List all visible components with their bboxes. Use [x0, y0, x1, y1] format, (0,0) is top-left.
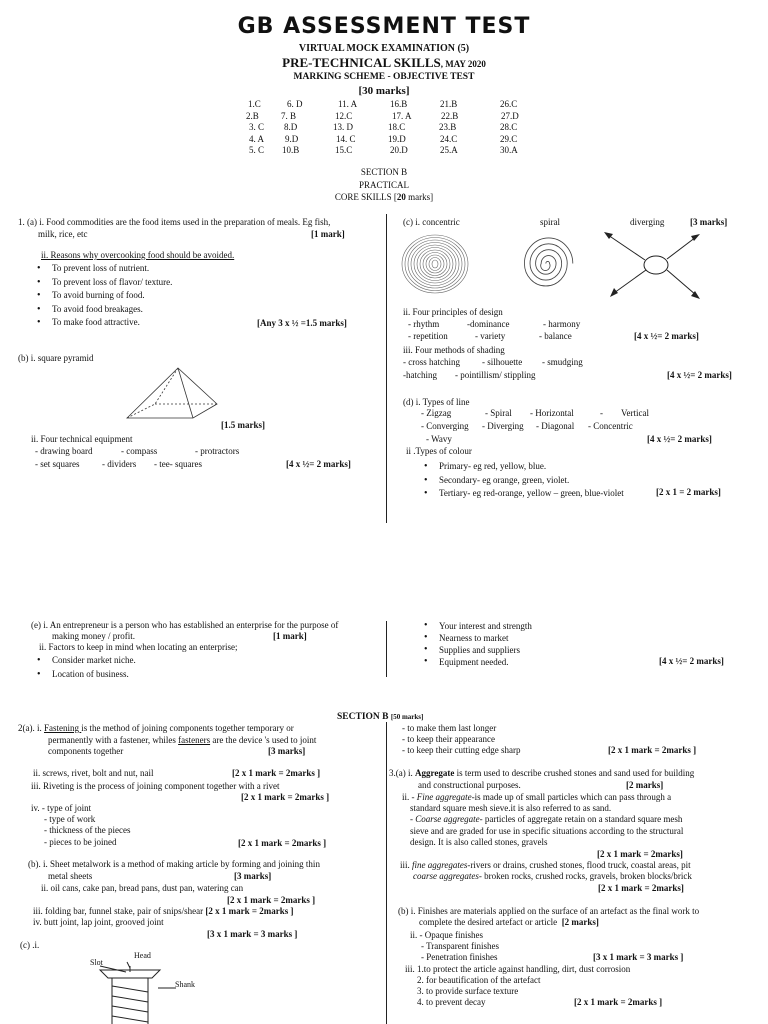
principle-item: - rhythm: [408, 319, 440, 329]
q3a-prefix: 3.(a) i.: [389, 768, 415, 778]
shading-mark: [4 x ½= 2 marks]: [667, 370, 732, 380]
line-type: - Converging: [421, 421, 469, 431]
q1e-mark: [1 mark]: [273, 631, 307, 641]
list-item: • Primary- eg red, yellow, blue.: [419, 460, 624, 474]
principle-item: -dominance: [467, 319, 510, 329]
colour-list: [419, 460, 624, 501]
screw-shank-label: Shank: [175, 980, 195, 989]
list-item: • Secondary- eg orange, green, violet.: [419, 474, 624, 488]
q2a-iv-item: - type of work: [44, 814, 96, 824]
answer-cell: 5. C: [249, 145, 265, 155]
line-type: - Zigzag: [421, 408, 452, 418]
colour-mark: [2 x 1 = 2 marks]: [656, 487, 721, 497]
exam-subtitle: VIRTUAL MOCK EXAMINATION (5): [298, 43, 470, 54]
answer-cell: 8.D: [284, 122, 298, 132]
q1a-line2: milk, rice, etc: [38, 229, 88, 239]
q2a-line1: [18, 723, 294, 733]
pyramid-drawing: [125, 366, 220, 424]
column-divider: [386, 621, 387, 677]
q2b-iv: iv. butt joint, lap joint, grooved joint: [33, 917, 164, 927]
answer-row: [230, 99, 540, 111]
shading-item: -hatching: [403, 370, 437, 380]
q1b-label: (b) i. square pyramid: [18, 353, 94, 363]
line-mark: [4 x ½= 2 marks]: [647, 434, 712, 444]
q1c-label: (c) i. concentric: [403, 217, 460, 227]
q1d-label: (d) i. Types of line: [403, 397, 470, 407]
answer-cell: 1.C: [248, 99, 261, 109]
list-item: • Equipment needed.: [419, 656, 532, 668]
q3a-iii-line1: [400, 860, 691, 870]
equipment-item: - compass: [121, 446, 158, 456]
answer-row: [230, 122, 540, 134]
total-marks: [30 marks]: [358, 85, 410, 97]
q2a-iv-item: - pieces to be joined: [44, 837, 117, 847]
answer-cell: 24.C: [440, 133, 458, 144]
answer-cell: 9.D: [285, 133, 299, 144]
q1a-ii: ii. Reasons why overcooking food should be avoided.: [41, 250, 235, 260]
column-divider: [386, 214, 387, 523]
q3a-iii-rest2: - broken rocks, crushed rocks, gravels, broken blocks/brick: [478, 871, 692, 881]
answer-cell: 3. C: [249, 122, 265, 132]
q2b-ii-mark: [2 x 1 mark = 2marks ]: [227, 895, 316, 905]
q3a-ii-rest: -is made up of small particles which can pass through a: [471, 792, 672, 802]
column-divider: [386, 722, 387, 1024]
screw-head-label: Head: [134, 951, 151, 960]
page-title: GB ASSESSMENT TEST: [237, 14, 531, 39]
q3a-ii-line2: standard square mesh sieve.it is also referred to as sand.: [410, 803, 612, 813]
principle-mark: [4 x ½= 2 marks]: [634, 331, 699, 341]
answer-cell: 16.B: [390, 99, 408, 109]
q3a-iii-term: fine aggregates: [412, 860, 468, 870]
answer-grid: [230, 99, 540, 157]
equipment-mark: [4 x ½= 2 marks]: [286, 459, 351, 469]
section-b2-heading: [337, 712, 423, 722]
q3b-ii-mark: [3 x 1 mark = 3 marks ]: [593, 952, 684, 962]
section-b-heading: SECTION B: [360, 167, 408, 177]
q3a-ii-line5: design. It is also called stones, gravels: [410, 837, 548, 847]
marking-scheme-label: MARKING SCHEME - OBJECTIVE TEST: [293, 72, 475, 82]
answer-cell: 19.D: [388, 133, 406, 144]
answer-cell: 27.D: [501, 110, 519, 121]
q1c-mark: [3 marks]: [690, 217, 728, 227]
section-b2-label: SECTION B: [337, 712, 389, 722]
answer-cell: 20.D: [390, 145, 408, 155]
answer-cell: 13. D: [333, 122, 353, 132]
core-skills-heading: [0, 192, 768, 202]
q2b-mark: [3 marks]: [234, 871, 272, 881]
q2a-l2c: are the device 's used to joint: [210, 735, 317, 745]
line-type: - Diagonal: [536, 421, 575, 431]
q3b-iii-item: 4. to prevent decay: [417, 997, 486, 1007]
q2a-l2a: permanently with a fastener, whiles: [48, 735, 179, 745]
core-skills-b: 20: [396, 192, 406, 202]
subject-line: [0, 55, 768, 71]
core-skills-a: CORE SKILLS [: [334, 192, 397, 202]
q3b-line2-text: complete the desired artefact or article: [419, 917, 558, 927]
q2a-iv-mark: [2 x 1 mark = 2marks ]: [238, 838, 327, 848]
spiral-label: spiral: [540, 217, 560, 227]
q3a-mark: [2 marks]: [626, 780, 664, 790]
q3b-iii-item: 2. for beautification of the artefact: [417, 975, 541, 985]
q1e-ii: ii. Factors to keep in mind when locating an enterprise;: [39, 642, 238, 652]
screw-drawing: [80, 948, 240, 1024]
q2a-l2b: fasteners: [178, 735, 211, 745]
q3b-iii-mark: [2 x 1 mark = 2marks ]: [574, 997, 663, 1007]
core-skills-c: marks]: [405, 192, 434, 202]
factors-mark: [4 x ½= 2 marks]: [659, 656, 724, 666]
concentric-drawing: [400, 233, 470, 295]
shading-item: - pointillism/ stippling: [455, 370, 536, 380]
q2a-mark: [3 marks]: [268, 746, 306, 756]
finish-item: - Transparent finishes: [421, 941, 499, 951]
answer-cell: 18.C: [388, 122, 406, 132]
line-type: - Wavy: [426, 434, 452, 444]
shading-item: - cross hatching: [403, 357, 460, 367]
principle-item: - variety: [475, 331, 506, 341]
answer-row: [230, 111, 540, 123]
practical-heading: PRACTICAL: [358, 180, 409, 190]
finish-item: ii. - Opaque finishes: [410, 930, 483, 940]
answer-cell: 11. A: [338, 99, 358, 109]
answer-cell: 10.B: [282, 145, 300, 155]
reason-item: - to make them last longer: [402, 723, 497, 733]
q2b-ii: ii. oil cans, cake pan, bread pans, dust pan, watering can: [41, 883, 244, 893]
list-item: • Consider market niche.: [32, 654, 136, 668]
answer-cell: 29.C: [500, 133, 518, 144]
q2b-iii: [33, 906, 293, 916]
equipment-item: - set squares: [35, 459, 80, 469]
q1a-mark: [1 mark]: [311, 229, 345, 239]
q2a-line2: [48, 735, 316, 745]
q2b-line1: (b). i. Sheet metalwork is a method of making article by forming and joining thin: [28, 859, 320, 869]
subject-name: PRE-TECHNICAL SKILLS: [282, 55, 441, 70]
q3a-iii-term2: coarse aggregates: [413, 871, 479, 881]
line-type: - Horizontal: [530, 408, 574, 418]
answer-cell: 26.C: [500, 99, 518, 109]
q2a-prefix: 2(a). i.: [18, 723, 44, 733]
list-item: • Your interest and strength: [419, 620, 532, 632]
exam-date: , MAY 2020: [440, 59, 486, 69]
q1c-iii: iii. Four methods of shading: [403, 345, 505, 355]
finish-item: - Penetration finishes: [421, 952, 498, 962]
q2a-term: Fastening: [44, 723, 82, 733]
q1a-line1: 1. (a) i. Food commodities are the food items used in the preparation of meals. Eg fish,: [18, 217, 331, 227]
q3a-ii-term: Fine aggregate: [416, 792, 472, 802]
answer-row: [230, 134, 540, 146]
q2a-rest: is the method of joining components together temporary or: [81, 723, 294, 733]
list-item: • Location of business.: [32, 668, 136, 682]
factors-list: [32, 654, 136, 681]
line-type: Vertical: [621, 408, 649, 418]
q3a-ii-line4: sieve and are graded for use in specific situations according to the structural: [410, 826, 684, 836]
list-item: • To avoid food breakages.: [32, 303, 172, 317]
diverging-drawing: [596, 225, 702, 305]
list-item: • To make food attractive.: [32, 316, 172, 330]
q2a-ii: ii. screws, rivet, bolt and nut, nail: [33, 768, 154, 778]
q1e-line2: making money / profit.: [52, 631, 135, 641]
q3a-term: Aggregate: [415, 768, 455, 778]
line-type: - Diverging: [482, 421, 524, 431]
answer-cell: 30.A: [500, 145, 518, 155]
q2b-iii-mark: [2 x 1 mark = 2marks ]: [205, 906, 294, 916]
list-item: • Supplies and suppliers: [419, 644, 532, 656]
equipment-item: - drawing board: [35, 446, 93, 456]
answer-row: [230, 145, 540, 157]
diverging-label: diverging: [630, 217, 665, 227]
line-type: - Spiral: [485, 408, 512, 418]
reason-mark: [2 x 1 mark = 2marks ]: [608, 745, 697, 755]
q2a-ii-mark: [2 x 1 mark = 2marks ]: [232, 768, 321, 778]
principle-item: - harmony: [543, 319, 581, 329]
principle-item: - repetition: [408, 331, 448, 341]
answer-cell: 25.A: [440, 145, 458, 155]
q3a-ii-prefix: ii. -: [402, 792, 417, 802]
q3a-ii-mark: [2 x 1 mark = 2marks]: [597, 849, 683, 859]
q1e-line1: (e) i. An entrepreneur is a person who has established an enterprise for the purpose of: [31, 620, 339, 630]
answer-cell: 23.B: [439, 122, 457, 132]
factors-list-right: [419, 620, 532, 668]
q1b-ii: ii. Four technical equipment: [31, 434, 133, 444]
list-item: • Nearness to market: [419, 632, 532, 644]
q3a-iii-line2: [413, 871, 692, 881]
q2a-iv: iv. - type of joint: [31, 803, 92, 813]
q1b-mark: [1.5 marks]: [221, 420, 265, 430]
equipment-item: - dividers: [102, 459, 137, 469]
q2b-line2: metal sheets: [48, 871, 93, 881]
spiral-drawing: [515, 236, 577, 292]
q3a-ii-l3b: Coarse aggregate: [415, 814, 480, 824]
q2a-iii: iii. Riveting is the process of joining component together with a rivet: [31, 781, 280, 791]
principle-item: - balance: [539, 331, 572, 341]
shading-item: - silhouette: [482, 357, 523, 367]
answer-cell: 15.C: [335, 145, 353, 155]
reason-item: - to keep their appearance: [402, 734, 495, 744]
answer-cell: 14. C: [336, 133, 356, 144]
q3a-line2: and constructional purposes.: [418, 780, 521, 790]
answer-cell: 12.C: [335, 110, 353, 121]
list-item: • To prevent loss of nutrient.: [32, 262, 172, 276]
list-item: • To prevent loss of flavor/ texture.: [32, 276, 172, 290]
line-type: - Concentric: [588, 421, 633, 431]
reason-item: - to keep their cutting edge sharp: [402, 745, 521, 755]
shading-item: - smudging: [542, 357, 583, 367]
answer-cell: 7. B: [281, 110, 297, 121]
answer-cell: 21.B: [440, 99, 458, 109]
q1d-ii: ii .Types of colour: [406, 446, 472, 456]
q3b-iii: iii. 1.to protect the article against handling, dirt, dust corrosion: [405, 964, 631, 974]
q1c-ii: ii. Four principles of design: [403, 307, 503, 317]
equipment-item: - tee- squares: [154, 459, 202, 469]
q3a-ii-l3c: - particles of aggregate retain on a standard square mesh: [479, 814, 683, 824]
equipment-item: - protractors: [195, 446, 240, 456]
list-item: • To avoid burning of food.: [32, 289, 172, 303]
section-b2-marks: [50 marks]: [390, 713, 424, 721]
reasons-mark: [Any 3 x ½ =1.5 marks]: [257, 318, 347, 328]
q3b-line1: (b) i. Finishes are materials applied on the surface of an artefact as the final work to: [398, 906, 700, 916]
q3a-iii-prefix: iii.: [400, 860, 413, 870]
q3a-ii-line1: [402, 792, 671, 802]
reasons-list: [32, 262, 172, 330]
q2b-iv-mark: [3 x 1 mark = 3 marks ]: [207, 929, 298, 939]
answer-cell: 2.B: [246, 110, 259, 121]
q3b-line2: [419, 917, 599, 927]
q3a-ii-l3a: -: [410, 814, 416, 824]
q2a-line3: components together: [48, 746, 124, 756]
q2a-iv-item: - thickness of the pieces: [44, 825, 131, 835]
q3a-iii-mark: [2 x 1 mark = 2marks]: [598, 883, 684, 893]
answer-cell: 22.B: [441, 110, 459, 121]
answer-cell: 17. A: [392, 110, 412, 121]
line-type: -: [600, 408, 603, 418]
screw-slot-label: Slot: [90, 958, 103, 967]
answer-cell: 6. D: [287, 99, 303, 109]
q3a-line1: [389, 768, 694, 778]
q3a-rest: is term used to describe crushed stones and sand used for building: [454, 768, 695, 778]
answer-cell: 28.C: [500, 122, 518, 132]
q3a-ii-line3: [410, 814, 682, 824]
q2a-iii-mark: [2 x 1 mark = 2marks ]: [241, 792, 330, 802]
q2c-label: (c) .i.: [20, 940, 40, 950]
q3a-iii-rest: -rivers or drains, crushed stones, flood truck, coastal areas, pit: [467, 860, 691, 870]
q2b-iii-text: iii. folding bar, funnel stake, pair of snips/shear: [33, 906, 204, 916]
answer-cell: 4. A: [249, 133, 265, 144]
q3b-mark: [2 marks]: [561, 917, 599, 927]
q3b-iii-item: 3. to provide surface texture: [417, 986, 519, 996]
list-item: • Tertiary- eg red-orange, yellow – green, blue-violet: [419, 487, 624, 501]
